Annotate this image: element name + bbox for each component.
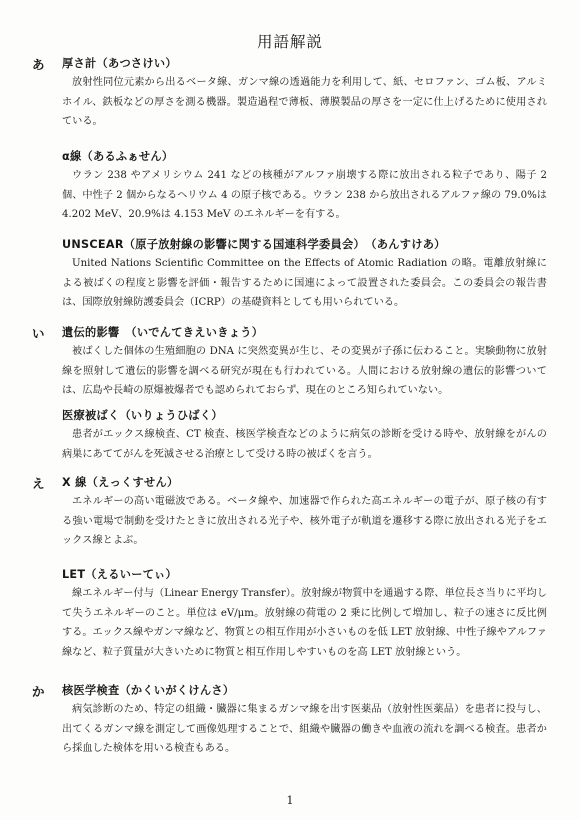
kana-index: え [32,476,45,491]
term-description: 患者がエックス線検査、CT 検査、核医学検査などのように病気の診断を受ける時や、放射線をがんの病巣にあててがんを死滅させる治療として受ける時の被ばくを言う。 [62,429,547,460]
term-description: 放射性同位元素から出るベータ線、ガンマ線の透過能力を利用して、紙、セロファン、ゴム板、アルミホイル、鉄板などの厚さを測る機器。製造過程で薄板、薄膜製品の厚さを一定に仕上げるために使用されている。 [62,77,547,128]
term-description: 被ばくした個体の生殖細胞の DNA に突然変異が生じ、その変異が子孫に伝わること。実験動物に放射線を照射して遺伝的影響を調べる研究が現在も行われている。人間における放射線の遺伝的影響ついては、広島や長崎の原爆被爆者でも認められておらず、現在のところ知られていない。 [62,346,547,397]
term-heading: X 線（えっくすせん） [62,476,179,489]
term-heading: UNSCEAR（原子放射線の影響に関する国連科学委員会） （あんすけあ） [62,238,446,251]
term-description: 病気診断のため、特定の組織・臓器に集まるガンマ線を出す医薬品（放射性医薬品）を患者に投与し、出てくるガンマ線を測定して画像処理することで、組織や臓器の働きや血液の流れを調べる検査。患者から採血した検体を用いる検査もある。 [62,704,547,755]
term-heading: 厚さ計（あつさけい） [62,57,177,70]
page-number: 1 [286,794,294,807]
kana-index: い [32,326,45,341]
term-description: United Nations Scientific Committee on the Effects of Atomic Radiation の略。電離放射線による被ばくの程度と影響を評価・報告するために国連によって設置された委員会。この委員会の報告書は、国際放射線防護委員会（ICRP）の基礎資料としても用いられている。 [62,258,547,309]
term-description: ウラン 238 やアメリシウム 241 などの核種がアルファ崩壊する際に放出される粒子であり、陽子 2 個、中性子 2 個からなるヘリウム 4 の原子核である。ウラン 238 から放出されるアルファ線の 79.0%は 4.202 MeV、20.9%は 4.153 MeV のエネルギーを有する。 [62,170,547,221]
kana-index: か [32,684,45,699]
term-heading: 遺伝的影響 （いでんてきえいきょう） [62,326,264,339]
kana-index: あ [32,57,45,72]
term-heading: α線（あるふぁせん） [62,150,174,163]
term-heading: 核医学検査（かくいがくけんさ） [62,684,235,697]
term-heading: LET（えるいーてぃ） [62,568,177,581]
term-heading: 医療被ばく（いりょうひばく） [62,409,223,422]
term-description: 線エネルギー付与（Linear Energy Transfer）。放射線が物質中を通過する際、単位長さ当りに平均して失うエネルギーのこと。単位は eV/μm。放射線の荷電の 2 乗に比例して増加し、粒子の速さに反比例する。エックス線やガンマ線など、物質との相互作用が小さいものを低 LET 放射線、中性子線やアルファ線など、粒子質量が大きいために物質と相互作用しやすいものを高 LET 放射線という。 [62,588,547,658]
page-title: 用語解説 [256,33,323,51]
term-description: エネルギーの高い電磁波である。ベータ線や、加速器で作られた高エネルギーの電子が、原子核の有する強い電場で制動を受けたときに放出される光子や、核外電子が軌道を遷移する際に放出される光子をエックス線とよぶ。 [62,496,547,547]
